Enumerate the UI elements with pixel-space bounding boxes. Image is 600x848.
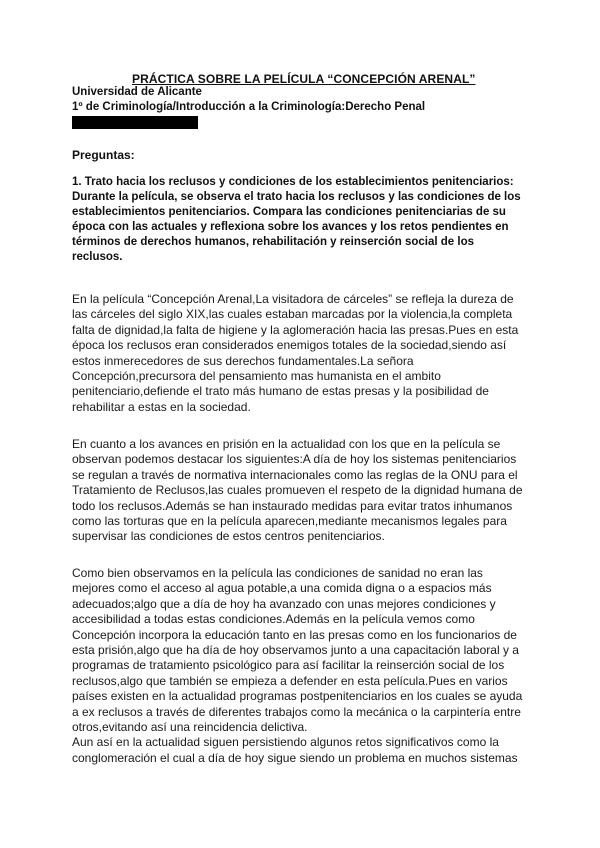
paragraph-line: las cárceles del siglo XIX,las cuales estaban marcadas por la violencia,la completa: [72, 307, 513, 322]
paragraph-line: reclusos,algo que también se empieza a defender en esta película.Pues en varios: [72, 673, 508, 688]
paragraph-line: accesibilidad a todas estas condiciones.Además en la película vemos como: [72, 612, 475, 627]
paragraph-line: penitenciario,defiende el trato más humano de estas presas y la posibilidad de: [72, 384, 489, 399]
paragraph-line: época los reclusos eran considerados enemigos totales de la sociedad,siendo así: [72, 338, 507, 353]
question-line: Durante la película, se observa el trato hacia los reclusos y las condiciones de los: [72, 191, 521, 203]
document-title: PRÁCTICA SOBRE LA PELÍCULA “CONCEPCIÓN ARENAL”: [132, 72, 476, 86]
paragraph-line: estos inmerecedores de sus derechos fundamentales.La señora: [72, 353, 414, 368]
paragraph-line: adecuados;algo que a día de hoy ha avanzado con unas mejores condiciones y: [72, 596, 496, 611]
question-line: época con las actuales y reflexiona sobre los avances y los retos pendientes en: [72, 221, 509, 233]
paragraph-line: Como bien observamos en la película las condiciones de sanidad no eran las: [72, 566, 483, 580]
paragraph-line: otros,evitando así una reincidencia delictiva.: [72, 720, 308, 735]
paragraph-1: [72, 292, 532, 415]
paragraph-line: En cuanto a los avances en prisión en la actualidad con los que en la película se: [72, 437, 501, 451]
paragraph-line: falta de dignidad,la falta de higiene y la aglomeración hacia las presas.Pues en esta: [72, 322, 519, 337]
paragraph-line: programas de tratamiento psicológico para así facilitar la reinserción social de los: [72, 658, 505, 673]
paragraph-line: se regulan a través de normativa internacionales como las reglas de la ONU para el: [72, 467, 518, 482]
paragraph-line: Concepción,precursora del pensamiento mas humanista en el ambito: [72, 369, 441, 384]
question-line: 1. Trato hacia los reclusos y condiciones de los establecimientos penitenciarios:: [72, 176, 514, 188]
paragraph-3: [72, 566, 532, 766]
paragraph-line: Tratamiento de Reclusos,las cuales promueven el respeto de la dignidad humana de: [72, 483, 523, 498]
question-line: establecimientos penitenciarios. Compara las condiciones penitenciarias de su: [72, 206, 506, 218]
paragraph-line: observan podemos destacar los siguientes:A día de hoy los sistemas penitenciarios: [72, 452, 517, 467]
paragraph-2: [72, 437, 532, 545]
question-block: [72, 175, 532, 265]
course-line: 1º de Criminología/Introducción a la Criminología:Derecho Penal: [72, 101, 426, 113]
paragraph-line: como las torturas que en la película aparecen,mediante mecanismos legales para: [72, 514, 507, 529]
paragraph-line: supervisar las condiciones de estos centros penitenciarios.: [72, 529, 385, 544]
university-line: Universidad de Alicante: [72, 86, 202, 98]
question-line: términos de derechos humanos, rehabilitación y reinserción social de los: [72, 236, 474, 248]
paragraph-line: conglomeración el cual a día de hoy sigue siendo un problema en muchos sistemas: [72, 750, 518, 765]
question-line: reclusos.: [72, 251, 123, 263]
section-heading: Preguntas:: [72, 148, 135, 162]
paragraph-line: Aun así en la actualidad siguen persistiendo algunos retos significativos como la: [72, 735, 499, 750]
paragraph-line: a ex reclusos a través de diferentes trabajos como la mecánica o la carpintería entre: [72, 704, 521, 719]
paragraph-line: Concepción incorpora la educación tanto en las presas como en los funcionarios de: [72, 627, 517, 642]
paragraph-line: mejores como el acceso al agua potable,a una comida digna o a espacios más: [72, 581, 492, 596]
paragraph-line: En la película “Concepción Arenal,La visitadora de cárceles” se refleja la dureza de: [72, 292, 514, 306]
paragraph-line: países existen en la actualidad programas postpenitenciarios en los cuales se ayuda: [72, 689, 523, 704]
paragraph-line: todo los reclusos.Además se han instaurado medidas para evitar tratos inhumanos: [72, 498, 513, 513]
redacted-name-bar: [72, 116, 198, 129]
paragraph-line: esta prisión,algo que ha día de hoy observamos junto a una capacitación laboral y a: [72, 643, 519, 658]
paragraph-line: rehabilitar a estas en la sociedad.: [72, 399, 251, 414]
